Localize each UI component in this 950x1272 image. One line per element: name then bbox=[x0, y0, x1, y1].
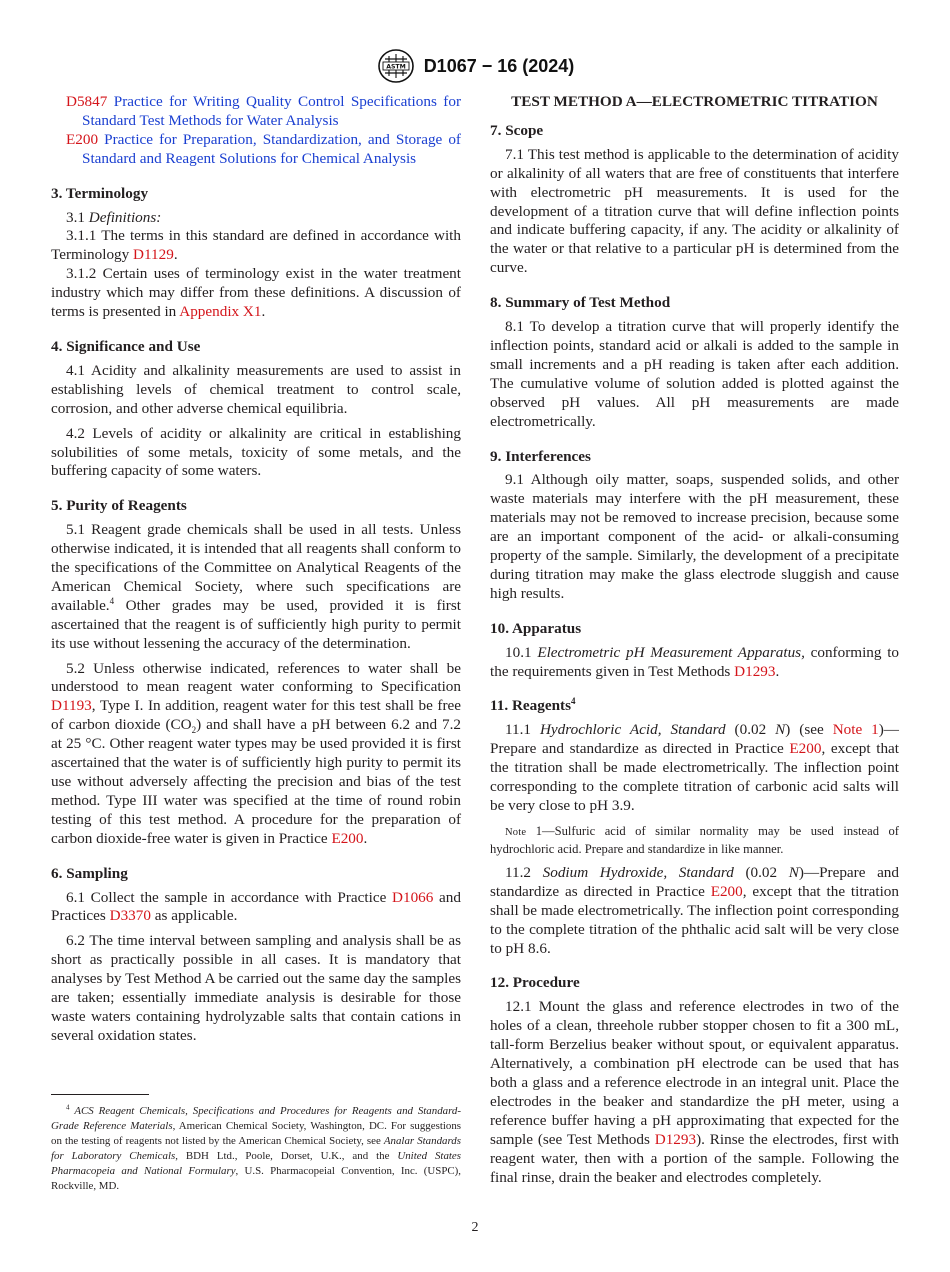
section-heading-scope: 7. Scope bbox=[490, 121, 544, 139]
paragraph-7-1: 7.1 This test method is applicable to the determination of acidity or alkalinity of all waters that are free of constituents that interfere with electrometric pH measurements. It is used for the development of a titration curve that will define inflection points and indicate buffering capacity, if any. The acidity or alkalinity of the water or that relative to a particular pH is determined from the curve. bbox=[490, 145, 899, 277]
section-heading-significance: 4. Significance and Use bbox=[51, 337, 201, 355]
section-heading-procedure: 12. Procedure bbox=[490, 974, 580, 992]
section-heading-sampling: 6. Sampling bbox=[51, 864, 128, 882]
link-note-1[interactable]: Note 1 bbox=[832, 721, 879, 739]
paragraph-4-1: 4.1 Acidity and alkalinity measurements are used to assist in establishing levels of chemical treatment to control scale, corrosion, and other adverse chemical equilibria. bbox=[51, 361, 461, 417]
reference-link-d5847[interactable]: D5847 bbox=[66, 93, 108, 110]
reference-item bbox=[66, 131, 461, 169]
link-e200[interactable]: E200 bbox=[789, 740, 822, 758]
paragraph-9-1: 9.1 Although oily matter, soaps, suspended solids, and other waste materials may interfere with the pH measurement, these materials may not be removed to increase precision, because some are an important component of the acid- or alkali-consuming property of the sample. Similarly, the development of a precipitate during titration may make the glass electrode sluggish and cause high results. bbox=[490, 471, 899, 602]
link-d1293[interactable]: D1293 bbox=[654, 1130, 697, 1148]
link-d1193[interactable]: D1193 bbox=[51, 697, 92, 715]
link-d3370[interactable]: D3370 bbox=[109, 907, 151, 925]
section-heading-terminology: 3. Terminology bbox=[51, 184, 149, 202]
paragraph-6-1: 6.1 Collect the sample in accordance with Practice D1066 and Practices D3370 as applicable. bbox=[51, 888, 461, 925]
page-header bbox=[0, 48, 950, 84]
paragraph-5-2: 5.2 Unless otherwise indicated, references to water shall be understood to mean reagent water conforming to Specification D1193, Type I. In addition, reagent water for this test shall be free of carbon dioxide $(CO_2)$ and shall have a pH between 6.2 and 7.2 at 25 °C. Other reagent water types may be used provided it is first ascertained that the water is of sufficiently high purity to permit its use without adversely affecting the precision and bias of the test method. Type III water was specified at the time of round robin testing of this test method. A procedure for the preparation of carbon dioxide-free water is given in Practice E200. bbox=[51, 659, 462, 847]
reference-item bbox=[66, 93, 461, 131]
section-heading-purity: 5. Purity of Reagents bbox=[51, 497, 187, 515]
document-designation: D1067 − 16 (2024) bbox=[423, 55, 575, 76]
reference-link-e200[interactable]: E200 bbox=[66, 130, 99, 148]
paragraph-6-2: 6.2 The time interval between sampling and analysis shall be as short as practically possible in all cases. It is mandatory that analyses by Test Method A be carried out the same day the samples are taken; essentially immediate analysis is desirable for those waste waters containing hydrolyzable salts that contain cations in several oxidation states. bbox=[51, 932, 461, 1044]
page-number: 2 bbox=[471, 1220, 479, 1235]
link-d1293[interactable]: D1293 bbox=[734, 662, 776, 680]
paragraph-5-1: 5.1 Reagent grade chemicals shall be used in all tests. Unless otherwise indicated, it is intended that all reagents shall conform to the specifications of the Committee on Analytical Reagents of the American Chemical Society, where such specifications are available.$^4$ Other grades may be used, provided it is first ascertained that the reagent is of sufficiently high purity to permit its use without lessening the accuracy of the determination. bbox=[51, 521, 461, 652]
footnote-ref[interactable]: 4 bbox=[109, 595, 115, 606]
paragraph-3-1: 3.1 Definitions: bbox=[66, 208, 162, 226]
link-e200[interactable]: E200 bbox=[331, 829, 364, 847]
paragraph-12-1: 12.1 Mount the glass and reference electrodes in two of the holes of a clean, threehole rubber stopper chosen to fit a 300 mL, tall-form Berzelius beaker without spout, or equivalent apparatus. Alternatively, a combination pH electrode can be used that has both a glass and a reference electrode in an integral unit. Place the electrodes in the beaker and standardize the pH meter, using a reference buffer having a pH approximating that expected for the sample (see Test Methods D1293). Rinse the electrodes, first with reagent water, then with a portion of the sample. Following the final rinse, drain the beaker and electrodes completely. bbox=[490, 998, 900, 1186]
link-d1066[interactable]: D1066 bbox=[392, 888, 434, 906]
paragraph-11-2: 11.2 Sodium Hydroxide, Standard (0.02 N)—Prepare and standardize as directed in Practice E200, except that the titration shall be made electrometrically. The inflection point corresponding to the complete titration of the phthalic acid salt will be very close to pH 8.6. bbox=[490, 863, 899, 957]
astm-logo-icon bbox=[376, 48, 416, 84]
section-heading-interferences: 9. Interferences bbox=[490, 447, 591, 465]
paragraph-8-1: 8.1 To develop a titration curve that will properly identify the inflection points, standard acid or alkali is added to the sample in small increments and a pH reading is taken after each addition. The cumulative volume of solution added is plotted against the observed pH values. All pH measurements are made electrometrically. bbox=[490, 318, 899, 430]
referenced-documents bbox=[51, 93, 461, 169]
reference-title[interactable]: Practice for Preparation, Standardization, and Storage of Standard and Reagent Solutions for Chemical Analysis bbox=[82, 130, 461, 167]
paragraph-11-1: 11.1 Hydrochloric Acid, Standard (0.02 N) (see Note 1)—Prepare and standardize as directed in Practice E200, except that the titration shall be made electrometrically. The inflection point corresponding to the complete titration of carbonic acid salts will be very close to pH 3.9. bbox=[490, 721, 899, 814]
footnote-ref[interactable]: 4 bbox=[571, 696, 576, 707]
link-appendix-x1[interactable]: Appendix X1 bbox=[179, 303, 262, 321]
paragraph-10-1: 10.1 Electrometric pH Measurement Apparatus, conforming to the requirements given in Test Methods D1293. bbox=[490, 643, 900, 680]
right-column bbox=[490, 93, 899, 1187]
link-e200[interactable]: E200 bbox=[710, 882, 743, 900]
left-column bbox=[51, 93, 461, 1046]
section-heading-apparatus: 10. Apparatus bbox=[490, 619, 582, 637]
paragraph-4-2: 4.2 Levels of acidity or alkalinity are critical in establishing solubilities of some metals, toxicity of some metals, and the buffering capacity of some waters. bbox=[51, 424, 461, 480]
test-method-title: TEST METHOD A—ELECTROMETRIC TITRATION bbox=[511, 93, 878, 110]
section-heading-summary: 8. Summary of Test Method bbox=[490, 294, 671, 312]
section-heading-reagents: 11. Reagents$^4$ bbox=[490, 696, 576, 715]
paragraph-3-1-1: 3.1.1 The terms in this standard are defined in accordance with Terminology D1129. bbox=[51, 227, 461, 264]
note-1: Note 1—Sulfuric acid of similar normality may be used instead of hydrochloric acid. Prepare and standardize in like manner. bbox=[490, 823, 899, 856]
link-d1129[interactable]: D1129 bbox=[133, 246, 174, 264]
footnote-divider bbox=[51, 1094, 149, 1095]
paragraph-3-1-2: 3.1.2 Certain uses of terminology exist in the water treatment industry which may differ from these definitions. A discussion of terms is presented in Appendix X1. bbox=[51, 265, 461, 321]
footnote-4: $^4$ ACS Reagent Chemicals, Specifications and Procedures for Reagents and Standard-Grade Reference Materials, American Chemical Society, Washington, DC. For suggestions on the testing of reagents not listed by the American Chemical Society, see Analar Standards for Laboratory Chemicals, BDH Ltd., Poole, Dorset, U.K., and the United States Pharmacopeia and National Formulary, U.S. Pharmacopeial Convention, Inc. (USPC), Rockville, MD. bbox=[51, 1103, 462, 1193]
svg-text:ASTM: ASTM bbox=[385, 63, 406, 71]
reference-title[interactable]: Practice for Writing Quality Control Specifications for Standard Test Methods for Water Analysis bbox=[82, 93, 462, 129]
